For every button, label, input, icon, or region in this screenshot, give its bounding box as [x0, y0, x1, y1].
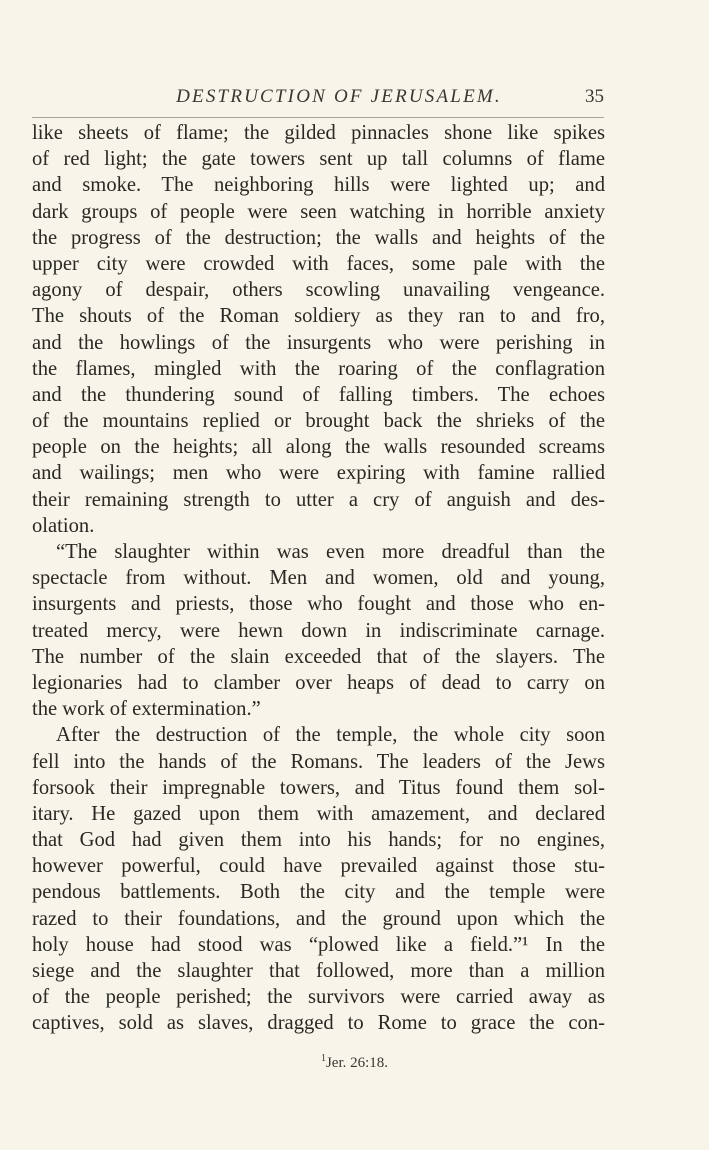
text-line: spectacle from without. Men and women, old and young, [32, 567, 605, 590]
footnote-marker: 1 [320, 1053, 326, 1064]
text-line: After the destruction of the temple, the whole city soon [56, 724, 605, 747]
text-line: and wailings; men who were expiring with famine rallied [32, 462, 605, 485]
text-line: like sheets of flame; the gilded pinnacles shone like spikes [32, 122, 605, 144]
text-line: siege and the slaughter that followed, more than a million [32, 960, 605, 982]
text-line: of red light; the gate towers sent up tall columns of flame [32, 148, 605, 171]
text-line: their remaining strength to utter a cry of anguish and des- [32, 488, 605, 511]
running-header [34, 84, 604, 114]
text-line: upper city were crowded with faces, some pale with the [32, 252, 605, 275]
header-rule [32, 117, 604, 118]
text-line: treated mercy, were hewn down in indiscriminate carnage. [32, 619, 605, 642]
text-line: The shouts of the Roman soldiery as they ran to and fro, [32, 305, 605, 328]
text-line: razed to their foundations, and the ground upon which the [32, 907, 605, 930]
running-title: DESTRUCTION OF JERUSALEM. [176, 86, 502, 107]
text-line: insurgents and priests, those who fought and those who en- [32, 593, 605, 616]
page-number: 35 [585, 86, 604, 107]
text-line: people on the heights; all along the walls resounded screams [32, 436, 605, 459]
text-line: and smoke. The neighboring hills were lighted up; and [32, 174, 605, 197]
text-line: pendous battlements. Both the city and the temple were [32, 881, 605, 904]
text-line: holy house had stood was “plowed like a field.”¹ In the [32, 933, 605, 956]
text-line: the work of extermination.” [32, 698, 261, 721]
text-line: the flames, mingled with the roaring of the conflagration [32, 357, 605, 380]
text-line: “The slaughter within was even more dreadful than the [56, 541, 605, 563]
text-line: itary. He gazed upon them with amazement, and declared [32, 802, 605, 825]
text-line: that God had given them into his hands; for no engines, [32, 829, 605, 852]
text-line: dark groups of people were seen watching in horrible anxiety [32, 200, 605, 223]
text-line: and the howlings of the insurgents who were perishing in [32, 331, 605, 354]
body-text [32, 120, 605, 1037]
text-line: captives, sold as slaves, dragged to Rome to grace the con- [32, 1012, 605, 1035]
footnote-text: Jer. 26:18. [325, 1055, 389, 1071]
text-line: of the mountains replied or brought back the shrieks of the [32, 410, 605, 433]
text-line: forsook their impregnable towers, and Titus found them sol- [32, 776, 605, 799]
text-line: agony of despair, others scowling unavailing vengeance. [32, 279, 605, 302]
text-line: the progress of the destruction; the walls and heights of the [32, 226, 605, 249]
footnote [0, 1053, 709, 1072]
text-line: olation. [32, 514, 95, 537]
text-line: fell into the hands of the Romans. The leaders of the Jews [32, 750, 605, 773]
text-line: The number of the slain exceeded that of the slayers. The [32, 645, 605, 668]
text-line: legionaries had to clamber over heaps of dead to carry on [32, 671, 605, 694]
text-line: and the thundering sound of falling timbers. The echoes [32, 383, 605, 406]
text-line: of the people perished; the survivors were carried away as [32, 986, 605, 1009]
text-line: however powerful, could have prevailed against those stu- [32, 855, 605, 878]
